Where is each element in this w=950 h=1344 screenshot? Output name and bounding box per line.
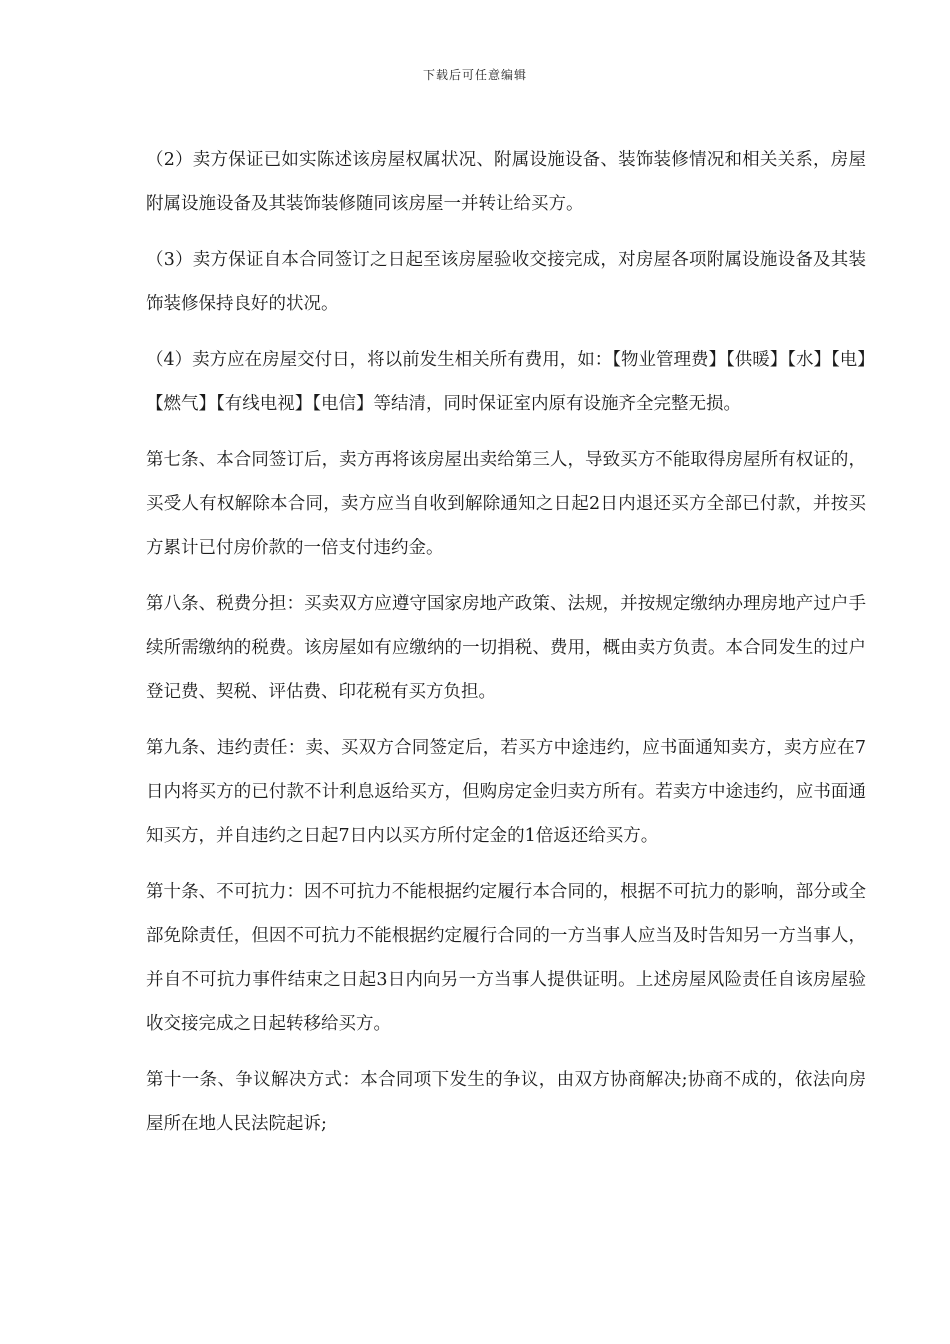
document-body [146, 138, 866, 1158]
paragraph-article-10: 第十条、不可抗力：因不可抗力不能根据约定履行本合同的，根据不可抗力的影响，部分或全部免除责任，但因不可抗力不能根据约定履行合同的一方当事人应当及时告知另一方当事人，并自不可抗力事件结束之日起3日内向另一方当事人提供证明。上述房屋风险责任自该房屋验收交接完成之日起转移给买方。 [146, 882, 866, 1034]
paragraph-article-11: 第十一条、争议解决方式：本合同项下发生的争议，由双方协商解决;协商不成的，依法向房屋所在地人民法院起诉; [146, 1070, 866, 1134]
paragraph-seller-guarantee-3: （3）卖方保证自本合同签订之日起至该房屋验收交接完成，对房屋各项附属设施设备及其装饰装修保持良好的状况。 [146, 250, 866, 314]
paragraph-article-8: 第八条、税费分担：买卖双方应遵守国家房地产政策、法规，并按规定缴纳办理房地产过户手续所需缴纳的税费。该房屋如有应缴纳的一切捐税、费用，概由卖方负责。本合同发生的过户登记费、契税、评估费、印花税有买方负担。 [146, 594, 866, 702]
paragraph-article-9: 第九条、违约责任：卖、买双方合同签定后，若买方中途违约，应书面通知卖方，卖方应在7日内将买方的已付款不计利息返给买方，但购房定金归卖方所有。若卖方中途违约，应书面通知买方，并自违约之日起7日内以买方所付定金的1倍返还给买方。 [146, 738, 866, 846]
paragraph-seller-guarantee-4: （4）卖方应在房屋交付日，将以前发生相关所有费用，如：【物业管理费】【供暖】【水】【电】【燃气】【有线电视】【电信】等结清，同时保证室内原有设施齐全完整无损。 [146, 350, 866, 414]
paragraph-seller-guarantee-2: （2）卖方保证已如实陈述该房屋权属状况、附属设施设备、装饰装修情况和相关关系，房屋附属设施设备及其装饰装修随同该房屋一并转让给买方。 [146, 150, 866, 214]
page-header-note: 下载后可任意编辑 [422, 68, 527, 82]
paragraph-article-7: 第七条、本合同签订后，卖方再将该房屋出卖给第三人，导致买方不能取得房屋所有权证的，买受人有权解除本合同，卖方应当自收到解除通知之日起2日内退还买方全部已付款，并按买方累计已付房价款的一倍支付违约金。 [146, 450, 866, 558]
